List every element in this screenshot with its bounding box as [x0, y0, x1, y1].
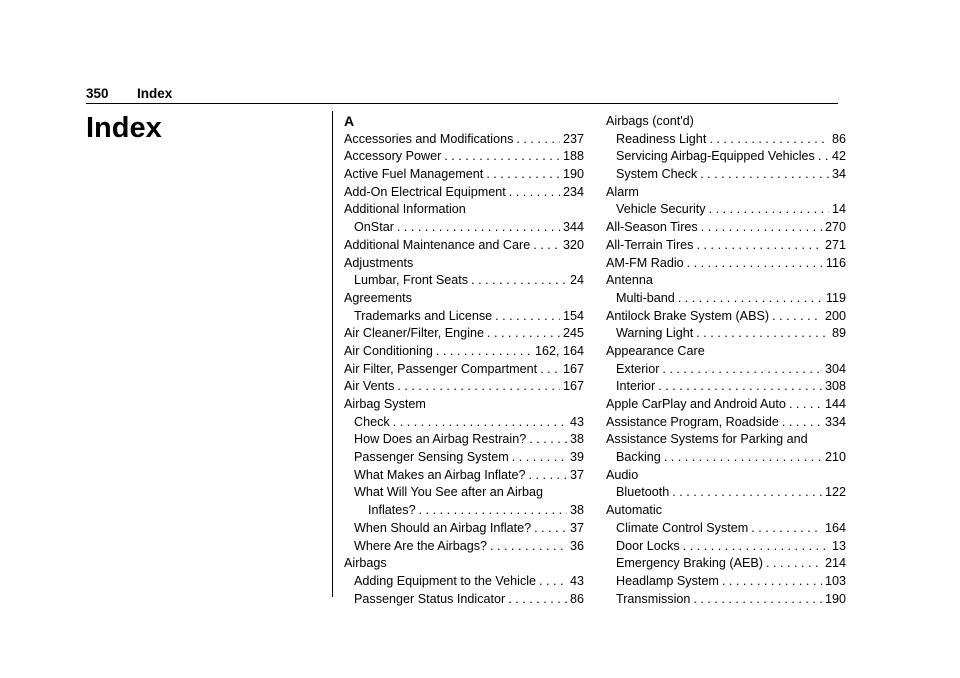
index-entry: Air Cleaner/Filter, Engine . . . 245 — [344, 325, 584, 343]
index-subentry: Inflates? . . . 38 — [344, 502, 584, 520]
index-subentry: Adding Equipment to the Vehicle . . . 43 — [344, 573, 584, 591]
index-entry: All-Season Tires . . . 270 — [606, 219, 846, 237]
index-subentry: Passenger Sensing System . . . 39 — [344, 449, 584, 467]
index-subentry: Transmission . . . 190 — [606, 591, 846, 609]
index-subentry: Where Are the Airbags? . . . 36 — [344, 538, 584, 556]
index-entry: All-Terrain Tires . . . 271 — [606, 237, 846, 255]
index-entry: Additional Maintenance and Care . . . 320 — [344, 237, 584, 255]
index-heading: Airbags — [344, 556, 387, 571]
running-header — [86, 86, 838, 102]
page-number: 350 — [86, 86, 109, 101]
index-subentry: What Makes an Airbag Inflate? . . . 37 — [344, 467, 584, 485]
index-subheading: What Will You See after an Airbag — [354, 485, 544, 500]
index-subentry: Climate Control System . . . 164 — [606, 520, 846, 538]
index-heading: Airbags (cont'd) — [606, 114, 694, 128]
index-column-1 — [344, 113, 584, 608]
index-subentry: Backing . . . 210 — [606, 449, 846, 467]
index-subentry: Vehicle Security . . . 14 — [606, 201, 846, 219]
index-heading: Airbag System — [344, 397, 426, 411]
section-letter: A — [344, 113, 355, 129]
index-subentry: Multi-band . . . 119 — [606, 290, 846, 308]
index-subentry: Lumbar, Front Seats . . . 24 — [344, 272, 584, 290]
index-entry: Accessory Power . . . 188 — [344, 148, 584, 166]
index-heading: Alarm — [606, 184, 639, 199]
index-subentry: Bluetooth . . . 122 — [606, 484, 846, 502]
index-subentry: OnStar . . . 344 — [344, 219, 584, 237]
index-entry: Air Conditioning . . . 162, 164 — [344, 343, 584, 361]
index-subentry: Servicing Airbag-Equipped Vehicles . . . 42 — [606, 148, 846, 166]
index-entry: Accessories and Modifications . . . 237 — [344, 131, 584, 149]
index-subentry: Passenger Status Indicator . . . 86 — [344, 591, 584, 609]
column-divider — [332, 111, 333, 597]
index-heading: Audio — [606, 467, 639, 482]
index-heading: Agreements — [344, 290, 412, 305]
index-entry: AM-FM Radio . . . 116 — [606, 255, 846, 273]
index-subentry: Interior . . . 308 — [606, 378, 846, 396]
index-heading: Additional Information — [344, 202, 466, 217]
index-subentry: Emergency Braking (AEB) . . . 214 — [606, 555, 846, 573]
index-subentry: System Check . . . 34 — [606, 166, 846, 184]
index-column-2 — [606, 113, 846, 608]
index-subentry: Check . . . 43 — [344, 414, 584, 432]
header-title: Index — [137, 86, 173, 101]
index-subentry: How Does an Airbag Restrain? . . . 38 — [344, 431, 584, 449]
index-subentry: Readiness Light . . . 86 — [606, 131, 846, 149]
index-entry: Air Filter, Passenger Compartment . . . 167 — [344, 361, 584, 379]
index-subentry: Headlamp System . . . 103 — [606, 573, 846, 591]
index-entry: Antilock Brake System (ABS) . . . 200 — [606, 308, 846, 326]
index-entry: Add-On Electrical Equipment . . . 234 — [344, 184, 584, 202]
index-subentry: Exterior . . . 304 — [606, 361, 846, 379]
index-entry: Air Vents . . . 167 — [344, 378, 584, 396]
index-heading: Adjustments — [344, 255, 414, 270]
index-heading: Antenna — [606, 273, 653, 288]
page-title: Index — [86, 112, 162, 144]
index-subentry: Door Locks . . . 13 — [606, 538, 846, 556]
index-subentry: Trademarks and License . . . 154 — [344, 308, 584, 326]
index-heading: Automatic — [606, 503, 662, 518]
index-entry: Active Fuel Management . . . 190 — [344, 166, 584, 184]
index-heading: Appearance Care — [606, 343, 705, 358]
index-entry: Apple CarPlay and Android Auto . . . 144 — [606, 396, 846, 414]
header-rule — [86, 103, 838, 104]
index-subentry: When Should an Airbag Inflate? . . . 37 — [344, 520, 584, 538]
index-heading: Assistance Systems for Parking and — [606, 432, 808, 447]
index-subentry: Warning Light . . . 89 — [606, 325, 846, 343]
index-entry: Assistance Program, Roadside . . . 334 — [606, 414, 846, 432]
